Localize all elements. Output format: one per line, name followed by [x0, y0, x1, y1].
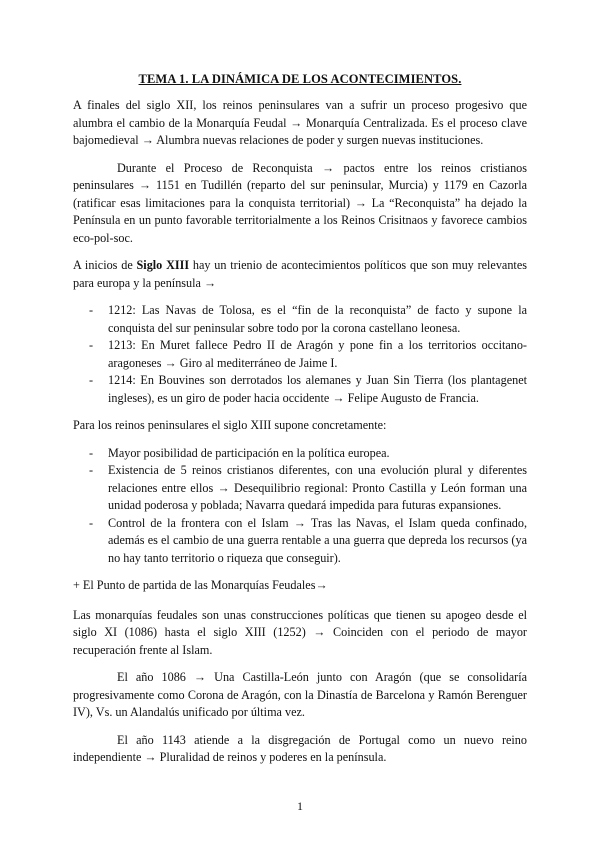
page-number: 1	[297, 799, 303, 813]
paragraph-reconquista: Durante el Proceso de Reconquista → pactos entre los reinos cristianos peninsulares → 1151 en Tudillén (reparto del sur peninsular, Murcia) y 1179 en Cazorla (ratificar esas limitaciones para la conquista territorial) → La “Reconquista” ha dejado la Península en un punto favorable territorialmente a los Reinos Crisitnaos y favorece cambios eco-pol-soc.	[73, 160, 527, 245]
list-item: - Mayor posibilidad de participación en la política europea.	[73, 445, 527, 463]
paragraph-1143: El año 1143 atiende a la disgregación de Portugal como un nuevo reino independiente → Pluralidad de reinos y poderes en la península.	[73, 732, 527, 764]
list-item: - 1214: En Bouvines son derrotados los alemanes y Juan Sin Tierra (los plantagenet ingleses), es un giro de poder hacia occidente → Felipe Augusto de Francia.	[73, 372, 527, 407]
paragraph-siglo-xiii-bold: Siglo XIII	[136, 258, 190, 272]
paragraph-siglo-xiii-start: A inicios de	[73, 258, 137, 272]
document-title: TEMA 1. LA DINÁMICA DE LOS ACONTECIMIENTOS.	[138, 72, 462, 86]
paragraph-intro: A finales del siglo XII, los reinos peninsulares van a sufrir un proceso progesivo que alumbra el cambio de la Monarquía Feudal → Monarquía Centralizada. Es el proceso clave bajomedieval → Alumbra nuevas relaciones de poder y surgen nuevas instituciones.	[73, 98, 527, 147]
paragraph-1086: El año 1086 → Una Castilla-León junto con Aragón (que se consolidaría progresivamente como Corona de Aragón, con la Dinastía de Barcelona y Ramón Berenguer IV), Vs. un Alandalús unificado por última vez.	[73, 670, 527, 719]
list-item: - 1212: Las Navas de Tolosa, es el “fin de la reconquista” de facto y supone la conquista del sur peninsular sobre todo por la corona castellano leonesa.	[73, 302, 527, 337]
list-item: - 1213: En Muret fallece Pedro II de Aragón y pone fin a los territorios occitano-aragoneses → Giro al mediterráneo de Jaime I.	[73, 337, 527, 372]
paragraph-reinos-intro: Para los reinos peninsulares el siglo XIII supone concretamente:	[73, 418, 387, 432]
events-list	[73, 302, 527, 407]
list-item: - Control de la frontera con el Islam → Tras las Navas, el Islam queda confinado, además es el cambio de una guerra rentable a una guerra que depreda los recursos (ya no hay tanto territorio o riqueza que conseguir).	[73, 515, 527, 568]
paragraph-siglo-xiii	[73, 257, 527, 292]
consequences-list	[73, 445, 527, 568]
section-heading-monarquias: + El Punto de partida de las Monarquías Feudales→	[73, 578, 328, 592]
list-item: - Existencia de 5 reinos cristianos diferentes, con una evolución plural y diferentes relaciones entre ellos → Desequilibrio regional: Pronto Castilla y León forman una unidad poderosa y poblada; Navarra quedará impedida para futuras expansiones.	[73, 462, 527, 515]
paragraph-monarquias: Las monarquías feudales son unas construcciones políticas que tienen su apogeo desde el siglo XI (1086) hasta el siglo XIII (1252) → Coinciden con el periodo de mayor recuperación frente al Islam.	[73, 607, 527, 657]
paragraph-siglo-xiii-end: hay un trienio de acontecimientos políticos que son muy relevantes para europa y la península →	[73, 258, 527, 290]
